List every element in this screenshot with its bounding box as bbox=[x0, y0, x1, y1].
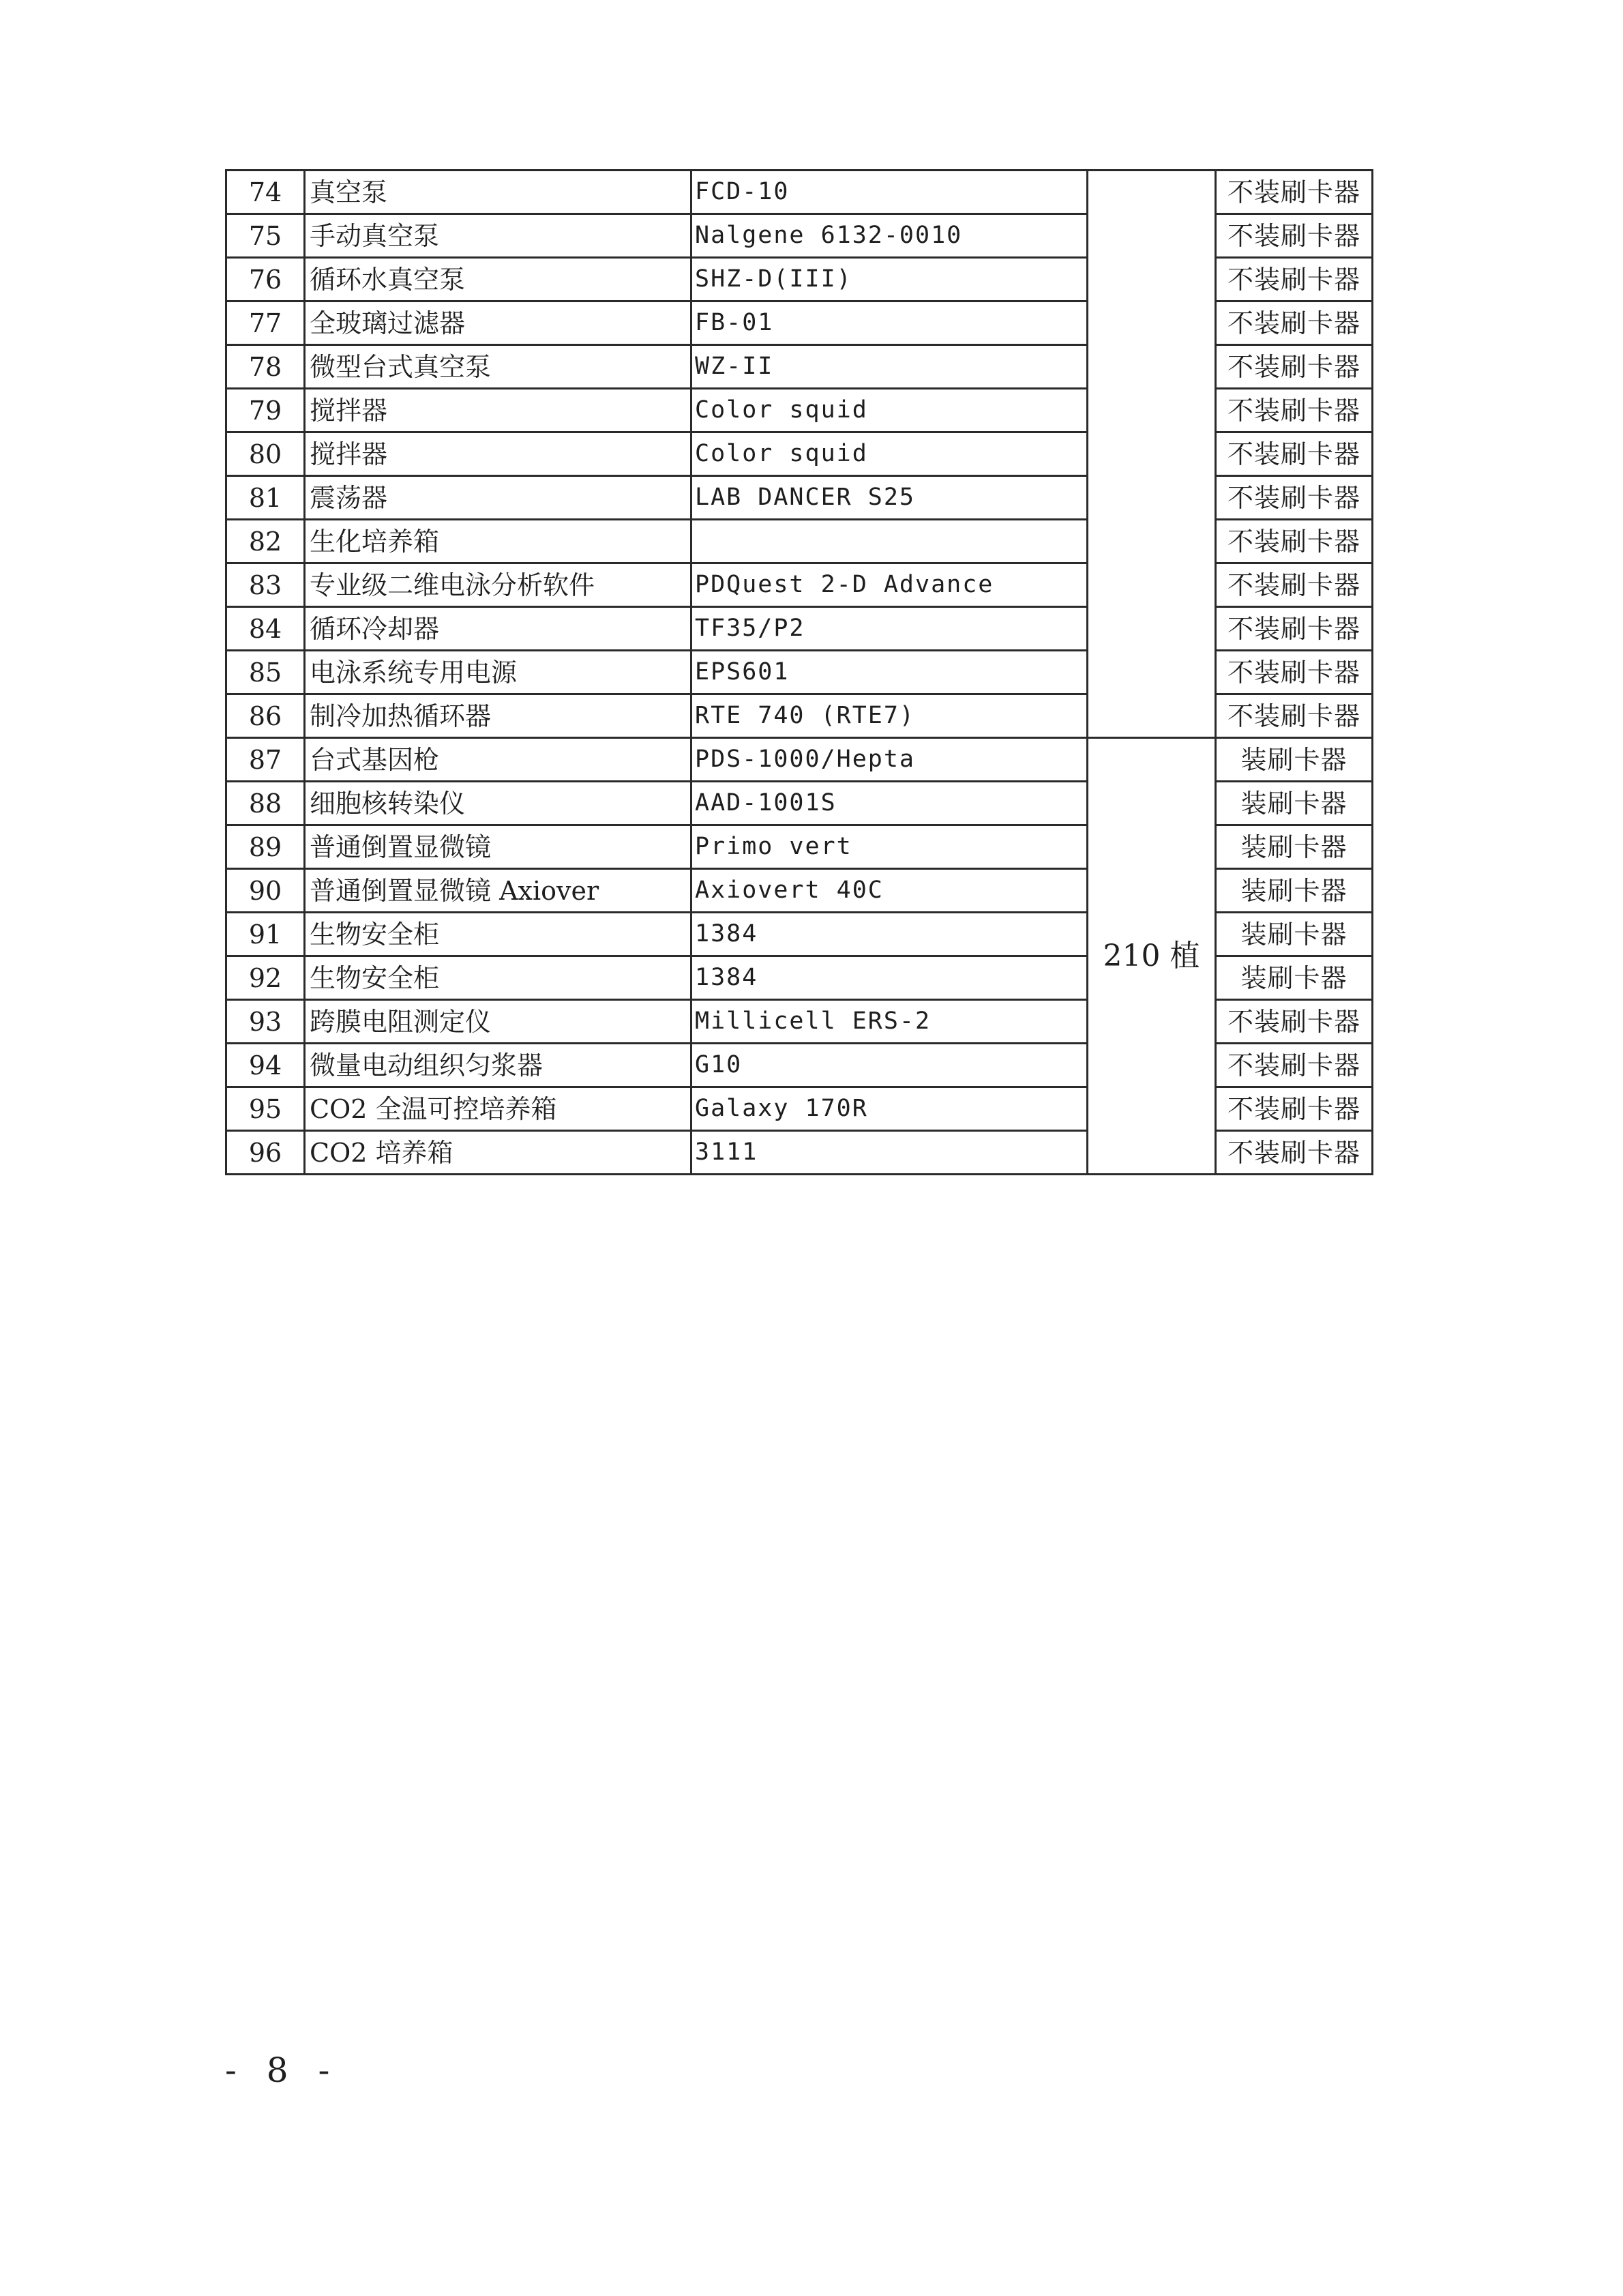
card-reader-cell: 不装刷卡器 bbox=[1216, 389, 1373, 432]
table-row bbox=[226, 171, 1373, 214]
equipment-model-cell: 1384 bbox=[691, 956, 1088, 1000]
card-reader-cell: 不装刷卡器 bbox=[1216, 258, 1373, 301]
equipment-model-cell: Color squid bbox=[691, 432, 1088, 476]
row-number-cell: 92 bbox=[226, 956, 305, 1000]
card-reader-cell: 不装刷卡器 bbox=[1216, 432, 1373, 476]
equipment-name-cell: CO2 培养箱 bbox=[305, 1131, 691, 1175]
equipment-model-cell bbox=[691, 520, 1088, 563]
row-number-cell: 94 bbox=[226, 1044, 305, 1087]
equipment-name-cell: 微量电动组织匀浆器 bbox=[305, 1044, 691, 1087]
row-number-cell: 87 bbox=[226, 738, 305, 782]
location-cell: 210 植 bbox=[1088, 738, 1216, 1175]
equipment-model-cell: AAD-1001S bbox=[691, 782, 1088, 825]
equipment-name-cell: 普通倒置显微镜 Axiover bbox=[305, 869, 691, 913]
row-number-cell: 78 bbox=[226, 345, 305, 389]
row-number-cell: 79 bbox=[226, 389, 305, 432]
card-reader-cell: 装刷卡器 bbox=[1216, 956, 1373, 1000]
equipment-name-cell: 微型台式真空泵 bbox=[305, 345, 691, 389]
card-reader-cell: 不装刷卡器 bbox=[1216, 651, 1373, 694]
equipment-name-cell: 细胞核转染仪 bbox=[305, 782, 691, 825]
row-number-cell: 74 bbox=[226, 171, 305, 214]
page-number: - 8 - bbox=[225, 2050, 340, 2090]
equipment-name-cell: 真空泵 bbox=[305, 171, 691, 214]
equipment-model-cell: PDS-1000/Hepta bbox=[691, 738, 1088, 782]
card-reader-cell: 装刷卡器 bbox=[1216, 825, 1373, 869]
equipment-model-cell: 1384 bbox=[691, 913, 1088, 956]
equipment-model-cell: PDQuest 2-D Advance bbox=[691, 563, 1088, 607]
equipment-name-cell: 生物安全柜 bbox=[305, 913, 691, 956]
equipment-name-cell: 普通倒置显微镜 bbox=[305, 825, 691, 869]
card-reader-cell: 不装刷卡器 bbox=[1216, 694, 1373, 738]
card-reader-cell: 不装刷卡器 bbox=[1216, 476, 1373, 520]
row-number-cell: 96 bbox=[226, 1131, 305, 1175]
row-number-cell: 81 bbox=[226, 476, 305, 520]
card-reader-cell: 装刷卡器 bbox=[1216, 782, 1373, 825]
equipment-model-cell: EPS601 bbox=[691, 651, 1088, 694]
equipment-table-body bbox=[226, 171, 1373, 1175]
equipment-name-cell: 专业级二维电泳分析软件 bbox=[305, 563, 691, 607]
row-number-cell: 75 bbox=[226, 214, 305, 258]
row-number-cell: 93 bbox=[226, 1000, 305, 1044]
card-reader-cell: 不装刷卡器 bbox=[1216, 301, 1373, 345]
equipment-model-cell: WZ-II bbox=[691, 345, 1088, 389]
card-reader-cell: 不装刷卡器 bbox=[1216, 520, 1373, 563]
equipment-name-cell: 震荡器 bbox=[305, 476, 691, 520]
row-number-cell: 86 bbox=[226, 694, 305, 738]
equipment-name-cell: 制冷加热循环器 bbox=[305, 694, 691, 738]
row-number-cell: 82 bbox=[226, 520, 305, 563]
row-number-cell: 89 bbox=[226, 825, 305, 869]
row-number-cell: 77 bbox=[226, 301, 305, 345]
equipment-model-cell: FCD-10 bbox=[691, 171, 1088, 214]
equipment-name-cell: 全玻璃过滤器 bbox=[305, 301, 691, 345]
equipment-model-cell: SHZ-D(III) bbox=[691, 258, 1088, 301]
equipment-model-cell: G10 bbox=[691, 1044, 1088, 1087]
card-reader-cell: 不装刷卡器 bbox=[1216, 1000, 1373, 1044]
equipment-name-cell: 循环水真空泵 bbox=[305, 258, 691, 301]
location-cell bbox=[1088, 171, 1216, 738]
equipment-model-cell: Primo vert bbox=[691, 825, 1088, 869]
card-reader-cell: 不装刷卡器 bbox=[1216, 607, 1373, 651]
equipment-model-cell: RTE 740 (RTE7) bbox=[691, 694, 1088, 738]
row-number-cell: 88 bbox=[226, 782, 305, 825]
card-reader-cell: 不装刷卡器 bbox=[1216, 1087, 1373, 1131]
card-reader-cell: 不装刷卡器 bbox=[1216, 345, 1373, 389]
row-number-cell: 91 bbox=[226, 913, 305, 956]
equipment-model-cell: 3111 bbox=[691, 1131, 1088, 1175]
card-reader-cell: 装刷卡器 bbox=[1216, 913, 1373, 956]
card-reader-cell: 不装刷卡器 bbox=[1216, 563, 1373, 607]
equipment-name-cell: 生化培养箱 bbox=[305, 520, 691, 563]
row-number-cell: 83 bbox=[226, 563, 305, 607]
equipment-name-cell: 手动真空泵 bbox=[305, 214, 691, 258]
equipment-table bbox=[225, 169, 1373, 1175]
equipment-model-cell: Color squid bbox=[691, 389, 1088, 432]
equipment-name-cell: 搅拌器 bbox=[305, 432, 691, 476]
row-number-cell: 84 bbox=[226, 607, 305, 651]
equipment-model-cell: LAB DANCER S25 bbox=[691, 476, 1088, 520]
card-reader-cell: 装刷卡器 bbox=[1216, 738, 1373, 782]
row-number-cell: 76 bbox=[226, 258, 305, 301]
row-number-cell: 95 bbox=[226, 1087, 305, 1131]
equipment-model-cell: Millicell ERS-2 bbox=[691, 1000, 1088, 1044]
equipment-name-cell: 跨膜电阻测定仪 bbox=[305, 1000, 691, 1044]
equipment-name-cell: 搅拌器 bbox=[305, 389, 691, 432]
equipment-name-cell: 电泳系统专用电源 bbox=[305, 651, 691, 694]
card-reader-cell: 不装刷卡器 bbox=[1216, 1044, 1373, 1087]
equipment-name-cell: 台式基因枪 bbox=[305, 738, 691, 782]
equipment-model-cell: TF35/P2 bbox=[691, 607, 1088, 651]
equipment-name-cell: 循环冷却器 bbox=[305, 607, 691, 651]
equipment-model-cell: FB-01 bbox=[691, 301, 1088, 345]
table-row bbox=[226, 738, 1373, 782]
row-number-cell: 90 bbox=[226, 869, 305, 913]
card-reader-cell: 不装刷卡器 bbox=[1216, 171, 1373, 214]
card-reader-cell: 不装刷卡器 bbox=[1216, 214, 1373, 258]
row-number-cell: 85 bbox=[226, 651, 305, 694]
equipment-model-cell: Axiovert 40C bbox=[691, 869, 1088, 913]
equipment-name-cell: 生物安全柜 bbox=[305, 956, 691, 1000]
equipment-model-cell: Galaxy 170R bbox=[691, 1087, 1088, 1131]
equipment-model-cell: Nalgene 6132-0010 bbox=[691, 214, 1088, 258]
row-number-cell: 80 bbox=[226, 432, 305, 476]
card-reader-cell: 装刷卡器 bbox=[1216, 869, 1373, 913]
card-reader-cell: 不装刷卡器 bbox=[1216, 1131, 1373, 1175]
equipment-name-cell: CO2 全温可控培养箱 bbox=[305, 1087, 691, 1131]
